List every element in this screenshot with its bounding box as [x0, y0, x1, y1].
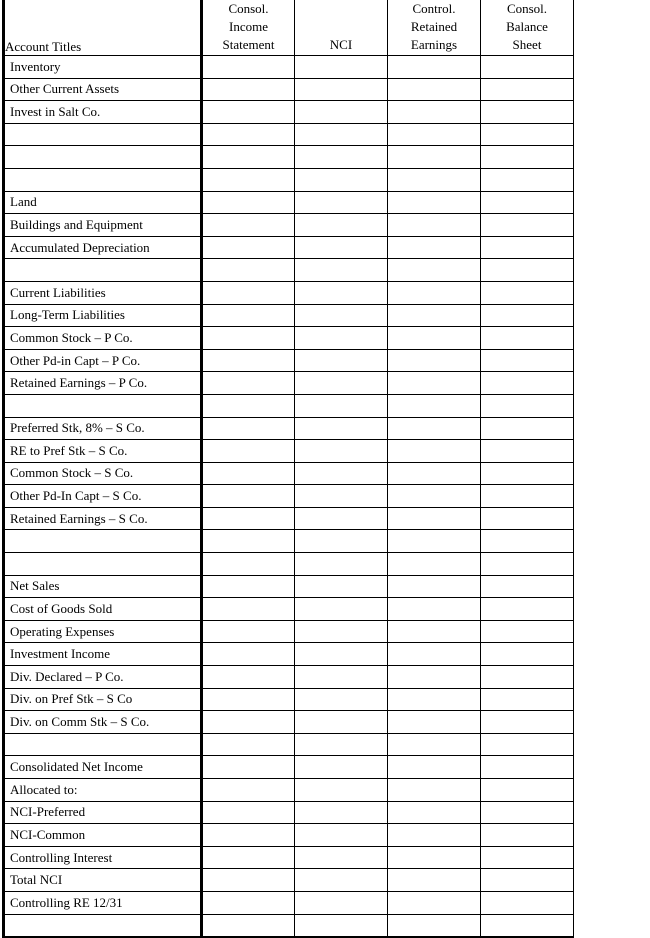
consol-income-statement-cell[interactable]	[202, 507, 295, 530]
consol-balance-sheet-cell[interactable]	[481, 123, 574, 146]
table-row	[4, 507, 574, 530]
nci-cell[interactable]	[295, 801, 388, 824]
nci-cell[interactable]	[295, 394, 388, 417]
consol-balance-sheet-cell[interactable]	[481, 688, 574, 711]
account-title-cell: NCI-Preferred	[4, 801, 202, 824]
table-row	[4, 711, 574, 734]
nci-cell[interactable]	[295, 440, 388, 463]
nci-cell[interactable]	[295, 485, 388, 508]
control-retained-earnings-cell[interactable]	[388, 598, 481, 621]
consol-balance-sheet-cell[interactable]	[481, 801, 574, 824]
nci-cell[interactable]	[295, 349, 388, 372]
account-title-cell	[4, 123, 202, 146]
consol-balance-sheet-cell[interactable]	[481, 281, 574, 304]
consol-income-statement-cell[interactable]	[202, 417, 295, 440]
header-text: Consol. Income Statement	[222, 1, 275, 52]
nci-cell[interactable]	[295, 281, 388, 304]
account-title-cell: Inventory	[4, 56, 202, 79]
consol-income-statement-cell[interactable]	[202, 801, 295, 824]
nci-cell[interactable]	[295, 779, 388, 802]
control-retained-earnings-cell[interactable]	[388, 394, 481, 417]
consol-income-statement-cell[interactable]	[202, 214, 295, 237]
consol-income-statement-cell[interactable]	[202, 620, 295, 643]
consol-balance-sheet-cell[interactable]	[481, 733, 574, 756]
consol-income-statement-header	[202, 0, 295, 56]
consol-balance-sheet-cell[interactable]	[481, 869, 574, 892]
nci-cell[interactable]	[295, 372, 388, 395]
control-retained-earnings-cell[interactable]	[388, 101, 481, 124]
account-title-cell: Common Stock – P Co.	[4, 327, 202, 350]
consol-income-statement-cell[interactable]	[202, 56, 295, 79]
table-row	[4, 168, 574, 191]
consol-balance-sheet-cell[interactable]	[481, 440, 574, 463]
consol-balance-sheet-cell[interactable]	[481, 327, 574, 350]
consol-income-statement-cell[interactable]	[202, 123, 295, 146]
account-title-cell: Controlling RE 12/31	[4, 891, 202, 914]
account-title-cell	[4, 914, 202, 937]
control-retained-earnings-cell[interactable]	[388, 146, 481, 169]
account-title-cell: NCI-Common	[4, 824, 202, 847]
table-row	[4, 440, 574, 463]
nci-cell[interactable]	[295, 530, 388, 553]
table-row	[4, 281, 574, 304]
nci-cell[interactable]	[295, 711, 388, 734]
table-row	[4, 846, 574, 869]
nci-cell[interactable]	[295, 417, 388, 440]
consol-income-statement-cell[interactable]	[202, 349, 295, 372]
table-row	[4, 914, 574, 937]
account-title-cell: Consolidated Net Income	[4, 756, 202, 779]
nci-cell[interactable]	[295, 891, 388, 914]
table-row	[4, 56, 574, 79]
account-title-cell: Accumulated Depreciation	[4, 236, 202, 259]
table-row	[4, 824, 574, 847]
account-title-cell	[4, 146, 202, 169]
account-title-cell: Buildings and Equipment	[4, 214, 202, 237]
consol-balance-sheet-cell[interactable]	[481, 146, 574, 169]
account-title-cell: Long-Term Liabilities	[4, 304, 202, 327]
nci-cell[interactable]	[295, 327, 388, 350]
control-retained-earnings-cell[interactable]	[388, 733, 481, 756]
consol-balance-sheet-cell[interactable]	[481, 372, 574, 395]
control-retained-earnings-cell[interactable]	[388, 891, 481, 914]
consol-balance-sheet-cell[interactable]	[481, 891, 574, 914]
control-retained-earnings-header	[388, 0, 481, 56]
account-title-cell: Current Liabilities	[4, 281, 202, 304]
control-retained-earnings-cell[interactable]	[388, 462, 481, 485]
control-retained-earnings-cell[interactable]	[388, 688, 481, 711]
nci-cell[interactable]	[295, 598, 388, 621]
account-title-cell: Controlling Interest	[4, 846, 202, 869]
account-title-cell: Other Current Assets	[4, 78, 202, 101]
consol-balance-sheet-cell[interactable]	[481, 259, 574, 282]
consol-balance-sheet-cell[interactable]	[481, 191, 574, 214]
consol-balance-sheet-cell[interactable]	[481, 756, 574, 779]
nci-cell[interactable]	[295, 259, 388, 282]
nci-cell[interactable]	[295, 666, 388, 689]
control-retained-earnings-cell[interactable]	[388, 553, 481, 576]
nci-cell[interactable]	[295, 123, 388, 146]
worksheet-table	[2, 0, 574, 938]
consol-balance-sheet-cell[interactable]	[481, 304, 574, 327]
consol-balance-sheet-cell[interactable]	[481, 168, 574, 191]
nci-cell[interactable]	[295, 507, 388, 530]
consol-income-statement-cell[interactable]	[202, 869, 295, 892]
nci-cell[interactable]	[295, 733, 388, 756]
nci-cell[interactable]	[295, 914, 388, 937]
consol-balance-sheet-cell[interactable]	[481, 56, 574, 79]
nci-cell[interactable]	[295, 462, 388, 485]
nci-cell[interactable]	[295, 575, 388, 598]
account-title-cell: Net Sales	[4, 575, 202, 598]
consol-income-statement-cell[interactable]	[202, 733, 295, 756]
table-row	[4, 304, 574, 327]
table-row	[4, 575, 574, 598]
account-title-cell	[4, 259, 202, 282]
consol-balance-sheet-cell[interactable]	[481, 620, 574, 643]
account-title-cell: Cost of Goods Sold	[4, 598, 202, 621]
table-row	[4, 643, 574, 666]
account-title-cell: Allocated to:	[4, 779, 202, 802]
nci-cell[interactable]	[295, 101, 388, 124]
nci-cell[interactable]	[295, 191, 388, 214]
table-row	[4, 146, 574, 169]
control-retained-earnings-cell[interactable]	[388, 666, 481, 689]
account-title-cell: Retained Earnings – P Co.	[4, 372, 202, 395]
consol-income-statement-cell[interactable]	[202, 756, 295, 779]
nci-cell[interactable]	[295, 643, 388, 666]
control-retained-earnings-cell[interactable]	[388, 236, 481, 259]
control-retained-earnings-cell[interactable]	[388, 779, 481, 802]
control-retained-earnings-cell[interactable]	[388, 304, 481, 327]
control-retained-earnings-cell[interactable]	[388, 756, 481, 779]
consol-income-statement-cell[interactable]	[202, 259, 295, 282]
consol-income-statement-cell[interactable]	[202, 553, 295, 576]
consol-balance-sheet-cell[interactable]	[481, 530, 574, 553]
consol-income-statement-cell[interactable]	[202, 146, 295, 169]
table-row	[4, 123, 574, 146]
control-retained-earnings-cell[interactable]	[388, 78, 481, 101]
table-row	[4, 417, 574, 440]
consol-income-statement-cell[interactable]	[202, 101, 295, 124]
table-row	[4, 779, 574, 802]
consol-income-statement-cell[interactable]	[202, 779, 295, 802]
consol-balance-sheet-cell[interactable]	[481, 394, 574, 417]
account-title-cell	[4, 530, 202, 553]
consol-balance-sheet-cell[interactable]	[481, 553, 574, 576]
consol-balance-sheet-cell[interactable]	[481, 417, 574, 440]
control-retained-earnings-cell[interactable]	[388, 123, 481, 146]
table-row	[4, 101, 574, 124]
consol-balance-sheet-cell[interactable]	[481, 462, 574, 485]
control-retained-earnings-cell[interactable]	[388, 575, 481, 598]
account-title-cell: Total NCI	[4, 869, 202, 892]
table-row	[4, 372, 574, 395]
account-title-cell: Investment Income	[4, 643, 202, 666]
table-row	[4, 869, 574, 892]
control-retained-earnings-cell[interactable]	[388, 530, 481, 553]
table-row	[4, 530, 574, 553]
nci-cell[interactable]	[295, 146, 388, 169]
control-retained-earnings-cell[interactable]	[388, 259, 481, 282]
nci-cell[interactable]	[295, 869, 388, 892]
account-title-cell	[4, 553, 202, 576]
consol-balance-sheet-cell[interactable]	[481, 846, 574, 869]
control-retained-earnings-cell[interactable]	[388, 711, 481, 734]
account-titles-header: Account Titles	[4, 0, 202, 56]
consol-income-statement-cell[interactable]	[202, 191, 295, 214]
header-text: Control. Retained Earnings	[410, 1, 458, 52]
consol-balance-sheet-cell[interactable]	[481, 666, 574, 689]
consol-balance-sheet-cell[interactable]	[481, 78, 574, 101]
consol-balance-sheet-cell[interactable]	[481, 824, 574, 847]
control-retained-earnings-cell[interactable]	[388, 327, 481, 350]
table-row	[4, 891, 574, 914]
table-row	[4, 349, 574, 372]
account-title-cell	[4, 394, 202, 417]
control-retained-earnings-cell[interactable]	[388, 191, 481, 214]
consol-income-statement-cell[interactable]	[202, 711, 295, 734]
account-title-cell: Land	[4, 191, 202, 214]
consol-income-statement-cell[interactable]	[202, 462, 295, 485]
control-retained-earnings-cell[interactable]	[388, 620, 481, 643]
consol-income-statement-cell[interactable]	[202, 643, 295, 666]
account-title-cell: Div. on Comm Stk – S Co.	[4, 711, 202, 734]
nci-cell[interactable]	[295, 168, 388, 191]
control-retained-earnings-cell[interactable]	[388, 417, 481, 440]
control-retained-earnings-cell[interactable]	[388, 824, 481, 847]
table-row	[4, 236, 574, 259]
account-title-cell: Preferred Stk, 8% – S Co.	[4, 417, 202, 440]
control-retained-earnings-cell[interactable]	[388, 914, 481, 937]
control-retained-earnings-cell[interactable]	[388, 349, 481, 372]
nci-cell[interactable]	[295, 304, 388, 327]
table-row	[4, 688, 574, 711]
consol-balance-sheet-cell[interactable]	[481, 643, 574, 666]
consol-income-statement-cell[interactable]	[202, 666, 295, 689]
consol-income-statement-cell[interactable]	[202, 530, 295, 553]
account-title-cell: RE to Pref Stk – S Co.	[4, 440, 202, 463]
nci-cell[interactable]	[295, 553, 388, 576]
consol-income-statement-cell[interactable]	[202, 168, 295, 191]
consol-income-statement-cell[interactable]	[202, 372, 295, 395]
control-retained-earnings-cell[interactable]	[388, 485, 481, 508]
consol-balance-sheet-cell[interactable]	[481, 598, 574, 621]
control-retained-earnings-cell[interactable]	[388, 214, 481, 237]
table-row	[4, 191, 574, 214]
table-row	[4, 259, 574, 282]
consol-income-statement-cell[interactable]	[202, 281, 295, 304]
account-title-cell: Div. on Pref Stk – S Co	[4, 688, 202, 711]
account-title-cell: Other Pd-in Capt – P Co.	[4, 349, 202, 372]
control-retained-earnings-cell[interactable]	[388, 846, 481, 869]
consol-balance-sheet-cell[interactable]	[481, 711, 574, 734]
table-row	[4, 214, 574, 237]
header-row	[4, 0, 574, 56]
consol-balance-sheet-cell[interactable]	[481, 236, 574, 259]
control-retained-earnings-cell[interactable]	[388, 801, 481, 824]
control-retained-earnings-cell[interactable]	[388, 372, 481, 395]
table-row	[4, 78, 574, 101]
consol-income-statement-cell[interactable]	[202, 914, 295, 937]
account-title-cell	[4, 168, 202, 191]
nci-cell[interactable]	[295, 846, 388, 869]
control-retained-earnings-cell[interactable]	[388, 507, 481, 530]
nci-cell[interactable]	[295, 214, 388, 237]
table-row	[4, 801, 574, 824]
account-title-cell: Retained Earnings – S Co.	[4, 507, 202, 530]
nci-cell[interactable]	[295, 688, 388, 711]
table-row	[4, 462, 574, 485]
nci-header	[295, 0, 388, 56]
consol-balance-sheet-cell[interactable]	[481, 101, 574, 124]
table-row	[4, 394, 574, 417]
nci-cell[interactable]	[295, 824, 388, 847]
table-row	[4, 733, 574, 756]
table-row	[4, 327, 574, 350]
account-title-cell: Common Stock – S Co.	[4, 462, 202, 485]
account-title-cell: Other Pd-In Capt – S Co.	[4, 485, 202, 508]
nci-cell[interactable]	[295, 756, 388, 779]
consol-income-statement-cell[interactable]	[202, 236, 295, 259]
table-row	[4, 553, 574, 576]
consol-income-statement-cell[interactable]	[202, 891, 295, 914]
consol-income-statement-cell[interactable]	[202, 485, 295, 508]
table-row	[4, 756, 574, 779]
account-title-cell: Div. Declared – P Co.	[4, 666, 202, 689]
consol-balance-sheet-cell[interactable]	[481, 779, 574, 802]
table-row	[4, 485, 574, 508]
consol-balance-sheet-cell[interactable]	[481, 914, 574, 937]
consol-income-statement-cell[interactable]	[202, 78, 295, 101]
control-retained-earnings-cell[interactable]	[388, 869, 481, 892]
control-retained-earnings-cell[interactable]	[388, 643, 481, 666]
consol-income-statement-cell[interactable]	[202, 394, 295, 417]
consol-income-statement-cell[interactable]	[202, 688, 295, 711]
control-retained-earnings-cell[interactable]	[388, 168, 481, 191]
consol-balance-sheet-header	[481, 0, 574, 56]
control-retained-earnings-cell[interactable]	[388, 56, 481, 79]
table-row	[4, 620, 574, 643]
table-row	[4, 598, 574, 621]
consol-balance-sheet-cell[interactable]	[481, 214, 574, 237]
consol-income-statement-cell[interactable]	[202, 598, 295, 621]
consol-balance-sheet-cell[interactable]	[481, 485, 574, 508]
consol-income-statement-cell[interactable]	[202, 846, 295, 869]
consol-balance-sheet-cell[interactable]	[481, 507, 574, 530]
header-text: NCI	[329, 37, 353, 52]
control-retained-earnings-cell[interactable]	[388, 281, 481, 304]
consol-balance-sheet-cell[interactable]	[481, 575, 574, 598]
consol-income-statement-cell[interactable]	[202, 575, 295, 598]
header-text: Consol. Balance Sheet	[506, 1, 548, 52]
account-title-cell	[4, 733, 202, 756]
account-title-cell: Invest in Salt Co.	[4, 101, 202, 124]
nci-cell[interactable]	[295, 620, 388, 643]
consol-income-statement-cell[interactable]	[202, 304, 295, 327]
account-title-cell: Operating Expenses	[4, 620, 202, 643]
control-retained-earnings-cell[interactable]	[388, 440, 481, 463]
nci-cell[interactable]	[295, 236, 388, 259]
nci-cell[interactable]	[295, 56, 388, 79]
consol-income-statement-cell[interactable]	[202, 327, 295, 350]
consol-balance-sheet-cell[interactable]	[481, 349, 574, 372]
nci-cell[interactable]	[295, 78, 388, 101]
consol-income-statement-cell[interactable]	[202, 440, 295, 463]
table-row	[4, 666, 574, 689]
consol-income-statement-cell[interactable]	[202, 824, 295, 847]
